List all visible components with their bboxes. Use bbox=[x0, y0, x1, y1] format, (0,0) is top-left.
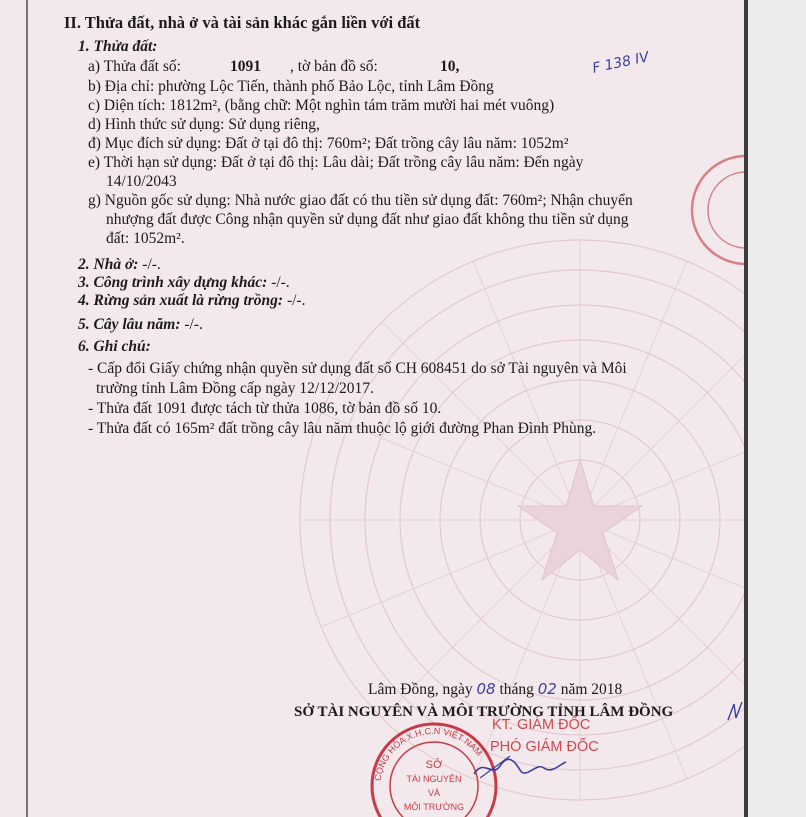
signer-title-1: KT. GIÁM ĐỐC bbox=[492, 717, 591, 733]
forest-label: 4. Rừng sản xuất là rừng trồng: bbox=[78, 292, 284, 309]
forest-value: -/-. bbox=[283, 292, 306, 309]
signer-title-2: PHÓ GIÁM ĐỐC bbox=[490, 739, 599, 755]
other-works-label: 3. Công trình xây dựng khác: bbox=[78, 274, 268, 291]
area-line: c) Diện tích: 1812m², (bằng chữ: Một nghìn tám trăm mười hai mét vuông) bbox=[88, 97, 555, 114]
use-origin-line-1: g) Nguồn gốc sử dụng: Nhà nước giao đất có thu tiền sử dụng đất: 760m²; Nhận chuyển bbox=[88, 192, 633, 209]
use-origin-line-3: đất: 1052m². bbox=[106, 230, 185, 247]
registration-seal-top-right bbox=[686, 150, 744, 270]
forest-row bbox=[78, 292, 305, 310]
parcel-number-label: a) Thửa đất số: bbox=[88, 58, 181, 75]
note-2: - Thửa đất 1091 được tách từ thửa 1086, tờ bản đồ số 10. bbox=[88, 400, 442, 417]
section-title: II. Thửa đất, nhà ở và tài sản khác gắn liền với đất bbox=[64, 13, 421, 32]
seal-center-4: MÔI TRƯỜNG bbox=[403, 802, 465, 812]
perennial-label: 5. Cây lâu năm: bbox=[78, 316, 181, 333]
margin-handwritten-note: F 138 IV bbox=[590, 49, 651, 77]
note-1-line-2: trường tỉnh Lâm Đồng cấp ngày 12/12/2017. bbox=[96, 380, 374, 397]
issue-month: 02 bbox=[537, 680, 557, 698]
note-1-line-1: - Cấp đổi Giấy chứng nhận quyền sử dụng đất số CH 608451 do sở Tài nguyên và Môi bbox=[88, 360, 627, 377]
page-left-edge bbox=[26, 0, 28, 817]
use-purpose-line: đ) Mục đích sử dụng: Đất ở tại đô thị: 760m²; Đất trồng cây lâu năm: 1052m² bbox=[88, 135, 569, 152]
seal-center-3: VÀ bbox=[427, 788, 441, 798]
map-sheet-value: 10, bbox=[440, 58, 460, 75]
perennial-row bbox=[78, 316, 203, 334]
seal-center-1: SỞ bbox=[425, 759, 443, 771]
use-origin-line-2: nhượng đất được Công nhận quyền sử dụng đất như giao đất không thu tiền sử dụng bbox=[106, 211, 629, 228]
map-sheet-label: , tờ bản đồ số: bbox=[290, 58, 378, 75]
address-line: b) Địa chỉ: phường Lộc Tiến, thành phố Bảo Lộc, tỉnh Lâm Đồng bbox=[88, 78, 494, 95]
use-term-line-1: e) Thời hạn sử dụng: Đất ở tại đô thị: Lâu dài; Đất trồng cây lâu năm: Đến ngày bbox=[88, 154, 584, 171]
signature bbox=[470, 748, 570, 788]
use-term-line-2: 14/10/2043 bbox=[106, 173, 177, 190]
issue-year: năm 2018 bbox=[560, 681, 623, 698]
parcel-number-value: 1091 bbox=[230, 58, 261, 75]
issuing-authority: SỞ TÀI NGUYÊN VÀ MÔI TRƯỜNG TỈNH LÂM ĐỒNG bbox=[294, 704, 674, 720]
other-works-value: -/-. bbox=[267, 274, 290, 291]
notes-heading: 6. Ghi chú: bbox=[78, 338, 151, 355]
seal-ring-text: CỘNG HÒA X.H.C.N VIỆT NAM bbox=[372, 725, 485, 782]
note-3: - Thửa đất có 165m² đất trồng cây lâu năm thuộc lộ giới đường Phan Đình Phùng. bbox=[88, 420, 597, 437]
house-row bbox=[78, 256, 161, 274]
perennial-value: -/-. bbox=[180, 316, 203, 333]
seal-center-2: TÀI NGUYÊN bbox=[406, 774, 462, 784]
house-value: -/-. bbox=[138, 256, 161, 273]
signature-mark-end bbox=[726, 700, 744, 724]
use-form-line: d) Hình thức sử dụng: Sử dụng riêng, bbox=[88, 116, 320, 133]
issue-place-prefix: Lâm Đồng, ngày bbox=[368, 681, 473, 698]
other-works-row bbox=[78, 274, 290, 292]
issue-month-label: tháng bbox=[499, 681, 534, 698]
issue-day: 08 bbox=[476, 680, 496, 698]
issue-date bbox=[368, 680, 622, 699]
house-label: 2. Nhà ở: bbox=[78, 256, 139, 273]
land-heading: 1. Thửa đất: bbox=[78, 38, 158, 55]
scan-background bbox=[748, 0, 806, 817]
